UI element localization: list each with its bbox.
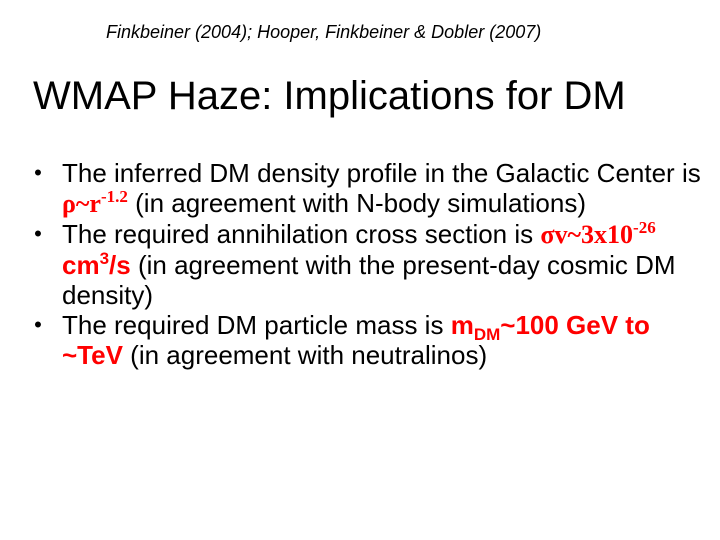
mass-symbol: m — [450, 310, 474, 340]
bullet-item-particle-mass — [28, 310, 708, 370]
bullet-text: The required annihilation cross section is — [62, 219, 541, 249]
sigma-symbol: σ — [540, 220, 555, 249]
bullet-marker: • — [34, 221, 42, 246]
mass-subscript: DM — [473, 325, 501, 344]
bullet-text: The required DM particle mass is — [62, 310, 451, 340]
cross-section-formula — [540, 220, 655, 249]
cross-section-value: v~3x10 — [554, 220, 634, 249]
bullet-marker: • — [34, 160, 42, 185]
slide-title: WMAP Haze: Implications for DM — [33, 74, 626, 118]
bullet-list — [28, 158, 708, 370]
bullet-text: The inferred DM density profile in the Galactic Center is — [62, 158, 701, 188]
bullet-text: (in agreement with neutralinos) — [122, 340, 488, 370]
density-exponent: -1.2 — [100, 187, 128, 206]
density-symbol: ρ~r — [62, 189, 101, 218]
cross-section-unit-exponent: 3 — [99, 249, 110, 268]
bullet-marker: • — [34, 312, 42, 337]
bullet-item-density-profile — [28, 158, 708, 219]
bullet-text: (in agreement with N-body simulations) — [127, 188, 586, 218]
bullet-text: (in agreement with the present-day cosmic DM density) — [62, 250, 676, 310]
citation-text: Finkbeiner (2004); Hooper, Finkbeiner & Dobler (2007) — [106, 22, 542, 42]
density-formula — [62, 189, 128, 218]
cross-section-unit — [62, 250, 131, 280]
mass-value: ~100 GeV to ~TeV — [62, 310, 650, 370]
cross-section-exponent: -26 — [633, 218, 656, 237]
cross-section-unit-tail: /s — [109, 250, 131, 280]
cross-section-unit-base: cm — [62, 250, 100, 280]
bullet-item-cross-section — [28, 219, 708, 310]
